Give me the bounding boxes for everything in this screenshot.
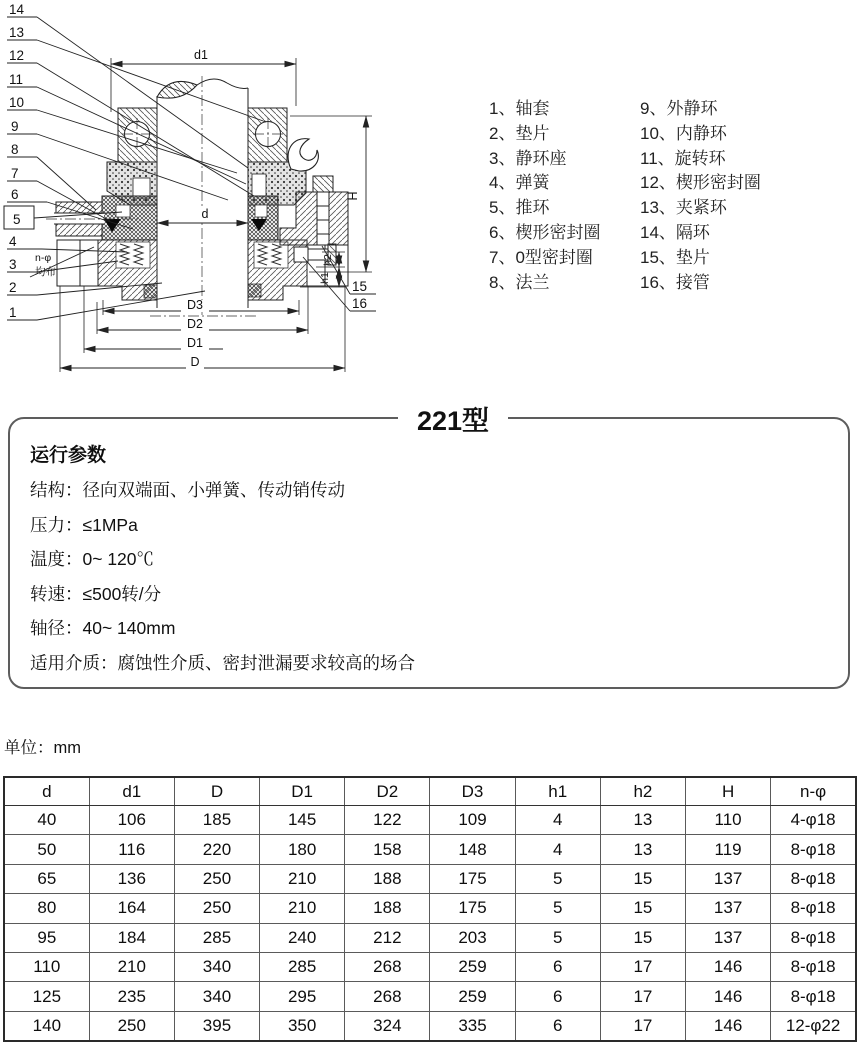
table-cell: 13 [600,806,685,835]
part-item: 16、接管 [640,272,710,292]
table-row [4,835,856,864]
table-cell: 335 [430,1011,515,1041]
callout-10: 10 [9,95,25,110]
table-cell: 137 [686,923,771,952]
callout-9: 9 [11,119,19,134]
table-row [4,952,856,981]
table-cell: 15 [600,864,685,893]
table-cell: 175 [430,864,515,893]
table-cell: 116 [89,835,174,864]
table-cell: 109 [430,806,515,835]
parameter-line: 压力：≤1MPa [30,514,138,535]
table-cell: 110 [686,806,771,835]
table-cell: 8-φ18 [771,982,856,1011]
table-row [4,894,856,923]
table-cell: 340 [174,952,259,981]
table-cell: 65 [4,864,89,893]
callout-5: 5 [13,212,21,227]
table-row [4,982,856,1011]
table-cell: 8-φ18 [771,923,856,952]
flange-plate-left [57,240,98,286]
table-cell: 268 [345,982,430,1011]
part-item: 15、垫片 [640,247,710,267]
table-header-cell: h1 [515,777,600,806]
table-cell: 203 [430,923,515,952]
dim-label-d: d [201,207,209,221]
table-cell: 250 [174,894,259,923]
table-cell: 6 [515,952,600,981]
dim-label-D2: D2 [187,317,203,331]
table-cell: 259 [430,952,515,981]
table-cell: 8-φ18 [771,894,856,923]
table-header-row [4,777,856,806]
bolt-note-line2: 均布 [35,266,56,278]
table-cell: 125 [4,982,89,1011]
table-cell: 17 [600,952,685,981]
table-header-cell: D2 [345,777,430,806]
table-cell: 285 [174,923,259,952]
table-header-cell: H [686,777,771,806]
callout-16: 16 [352,296,368,311]
parameter-line: 结构：径向双端面、小弹簧、传动销传动 [30,480,345,500]
part-item: 2、垫片 [489,123,550,143]
part-item: 14、隔环 [640,222,710,242]
callout-6: 6 [11,187,19,202]
wedge-seal-left [102,196,157,240]
table-cell: 250 [89,1011,174,1041]
model-title: 221型 [398,399,508,438]
part-item: 4、弹簧 [489,173,550,193]
dimension-d [157,207,248,223]
table-cell: 180 [260,835,345,864]
dim-label-H: H [346,191,360,201]
table-row [4,806,856,835]
table-cell: 8-φ18 [771,952,856,981]
bolt-note-line1: n-φ [35,252,52,264]
part-item: 8、法兰 [489,272,550,292]
callout-4: 4 [9,234,17,249]
table-cell: 136 [89,864,174,893]
table-cell: 240 [260,923,345,952]
part-item: 1、轴套 [489,99,550,118]
table-header-cell: D [174,777,259,806]
table-cell: 220 [174,835,259,864]
table-cell: 15 [600,923,685,952]
table-cell: 137 [686,864,771,893]
table-cell: 4-φ18 [771,806,856,835]
table-header-cell: D3 [430,777,515,806]
table-cell: 268 [345,952,430,981]
table-cell: 6 [515,982,600,1011]
clamping-ring-right [248,108,287,162]
parts-list-left [489,97,600,295]
table-cell: 164 [89,894,174,923]
table-cell: 5 [515,864,600,893]
table-cell: 175 [430,894,515,923]
dimension-table [3,776,857,1042]
table-cell: 17 [600,982,685,1011]
callout-11: 11 [9,72,24,87]
part-item: 7、0型密封圈 [489,247,593,267]
parameter-line: 温度：0~ 120℃ [30,549,155,570]
parameters-heading: 运行参数 [30,445,107,466]
table-cell: 148 [430,835,515,864]
table-cell: 5 [515,923,600,952]
parameter-line: 转速：≤500转/分 [30,583,162,604]
table-cell: 146 [686,982,771,1011]
table-cell: 13 [600,835,685,864]
table-cell: 122 [345,806,430,835]
callout-14: 14 [9,2,25,17]
callout-2: 2 [9,280,17,295]
table-cell: 395 [174,1011,259,1041]
callout-13: 13 [9,25,25,40]
table-cell: 250 [174,864,259,893]
wedge-seal-right [248,196,278,240]
callout-12: 12 [9,48,25,63]
table-cell: 188 [345,864,430,893]
callout-3: 3 [9,257,17,272]
table-cell: 340 [174,982,259,1011]
table-cell: 210 [89,952,174,981]
callout-8: 8 [11,142,19,157]
table-row [4,923,856,952]
table-cell: 110 [4,952,89,981]
table-cell: 40 [4,806,89,835]
dimension-D2 [97,317,308,331]
part-item: 13、夹紧环 [640,198,727,218]
part-item: 6、楔形密封圈 [489,222,601,242]
parts-list-right [640,97,761,295]
table-cell: 295 [260,982,345,1011]
table-cell: 158 [345,835,430,864]
callout-7: 7 [11,166,19,181]
callout-1: 1 [9,305,17,320]
table-cell: 80 [4,894,89,923]
parameters-lines [30,473,415,681]
callout-15: 15 [352,279,368,294]
unit-note: 单位：mm [4,739,81,757]
table-cell: 12-φ22 [771,1011,856,1041]
dim-label-h2: h2 [322,254,334,266]
table-cell: 259 [430,982,515,1011]
part-item: 3、静环座 [489,148,567,168]
table-cell: 235 [89,982,174,1011]
table-row [4,864,856,893]
table-cell: 6 [515,1011,600,1041]
dimension-d1 [111,48,296,112]
seal-cross-section-diagram [0,0,480,400]
table-cell: 4 [515,835,600,864]
table-cell: 188 [345,894,430,923]
table-cell: 350 [260,1011,345,1041]
table-cell: 50 [4,835,89,864]
table-cell: 5 [515,894,600,923]
table-cell: 8-φ18 [771,835,856,864]
part-item: 5、推环 [489,198,550,218]
part-item: 9、外静环 [640,99,718,118]
part-item: 10、内静环 [640,123,727,143]
table-cell: 137 [686,894,771,923]
table-cell: 184 [89,923,174,952]
table-cell: 106 [89,806,174,835]
table-header-cell: h2 [600,777,685,806]
table-header-cell: D1 [260,777,345,806]
parameter-line: 适用介质：腐蚀性介质、密封泄漏要求较高的场合 [30,652,415,673]
retaining-clip [288,139,318,171]
dimension-D1 [84,336,223,350]
dimension-D [60,355,345,369]
table-cell: 17 [600,1011,685,1041]
dim-label-D1: D1 [187,336,203,350]
table-cell: 95 [4,923,89,952]
table-cell: 185 [174,806,259,835]
table-cell: 324 [345,1011,430,1041]
dim-label-h1: h1 [319,272,331,284]
table-cell: 146 [686,952,771,981]
parameters-box [8,417,850,689]
table-cell: 210 [260,864,345,893]
part-item: 12、楔形密封圈 [640,173,761,193]
table-cell: 285 [260,952,345,981]
table-cell: 119 [686,835,771,864]
table-cell: 8-φ18 [771,864,856,893]
parameter-line: 轴径：40~ 140mm [30,618,176,639]
seat-block-left [98,240,157,300]
table-cell: 210 [260,894,345,923]
dim-label-D: D [190,355,200,369]
table-header-cell: n-φ [771,777,856,806]
table-row [4,1011,856,1041]
dim-label-d1: d1 [194,48,208,62]
table-cell: 212 [345,923,430,952]
table-cell: 145 [260,806,345,835]
part-item: 11、旋转环 [640,148,726,168]
table-cell: 146 [686,1011,771,1041]
table-cell: 4 [515,806,600,835]
table-cell: 140 [4,1011,89,1041]
table-header-cell: d1 [89,777,174,806]
table-cell: 15 [600,894,685,923]
table-header-cell: d [4,777,89,806]
dim-label-D3: D3 [187,298,203,312]
